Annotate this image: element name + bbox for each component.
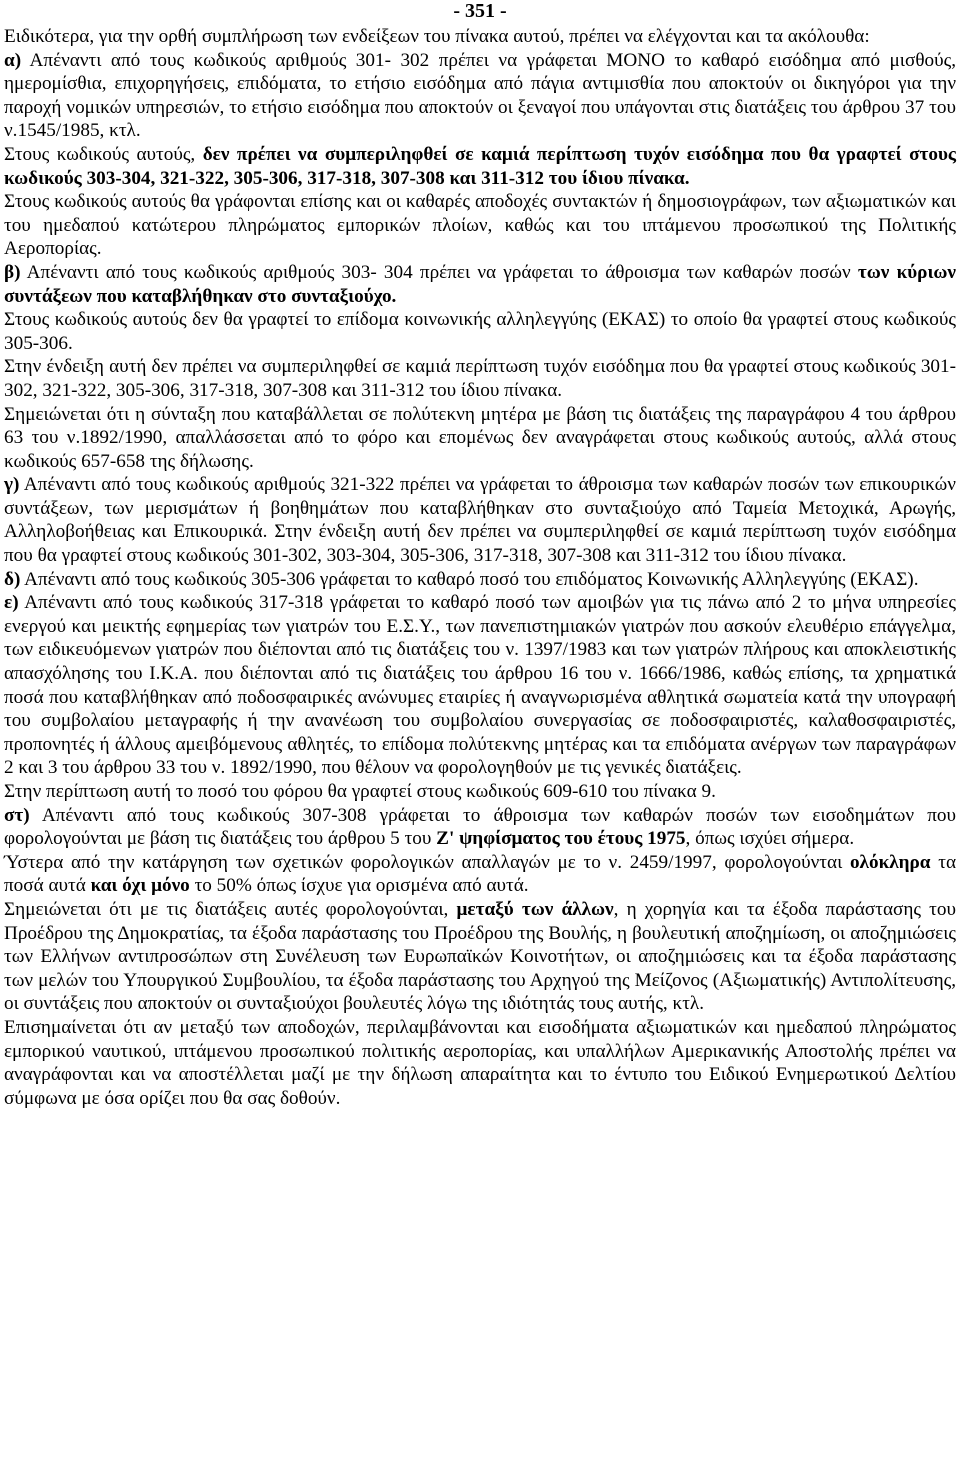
bold-text: γ) bbox=[4, 474, 20, 496]
text-run: Απέναντι από τους κωδικούς αριθμούς 301- 302 πρέπει να γράφεται ΜΟΝΟ το καθαρό εισόδημα από μισθούς, ημερομίσθια, επιχορηγήσεις, επιδόματα, το ετήσιο εισόδημα από πάγια αντιμισθία που αποκτούν οι δικηγόροι για την παροχή νομικών υπηρεσιών, το ετήσιο εισόδημα που αποκτούν οι ξεναγοί που υπάγονται στις διατάξεις του άρθρου 37 του ν.1545/1985, κτλ. bbox=[4, 49, 956, 142]
bold-text: β) bbox=[4, 261, 21, 283]
text-run: Απέναντι από τους κωδικούς 307-308 γράφεται το άθροισμα των καθαρών ποσών των εισοδημάτων που φορολογούνται με βάση τις διατάξεις του άρθρου 5 του bbox=[4, 804, 956, 850]
text-run: Απέναντι από τους κωδικούς αριθμούς 321-322 πρέπει να γράφεται το άθροισμα των καθαρών ποσών των επικουρικών συντάξεων, των μερισμάτων ή βοηθημάτων που καταβλήθηκαν στο συνταξιούχο από Ταμεία Μετοχικά, Αρωγής, Αλληλοβοήθειας και Επικουρικά. Στην ένδειξη αυτή δεν πρέπει να συμπεριληφθεί σε καμιά περίπτωση τυχόν εισόδημα που θα γραφτεί στους κωδικούς 301-302, 303-304, 305-306, 317-318, 307-308 και 311-312 του ίδιου πίνακα. bbox=[4, 474, 956, 567]
text-run: Σημειώνεται ότι η σύνταξη που καταβάλλεται σε πολύτεκνη μητέρα με βάση τις διατάξεις της παραγράφου 4 του άρθρου 63 του ν.1892/1990, απαλλάσσεται από το φόρο και επομένως δεν αναγράφεται στους κωδικούς αυτούς, αλλά στους κωδικούς 657-658 της δήλωσης. bbox=[4, 403, 956, 472]
paragraph bbox=[4, 308, 956, 355]
bold-text: δ) bbox=[4, 568, 21, 590]
paragraph bbox=[4, 403, 956, 474]
bold-text: δεν πρέπει να συμπεριληφθεί σε καμιά περίπτωση τυχόν εισόδημα που θα γραφτεί στους κωδικούς 303-304, 321-322, 305-306, 317-318, 307-308 και 311-312 του ίδιου πίνακα. bbox=[4, 143, 957, 189]
text-run: Στους κωδικούς αυτούς θα γράφονται επίσης και οι καθαρές αποδοχές συντακτών ή δημοσιογράφων, των αξιωματικών και του ημεδαπού κατώτερου πληρώματος εμπορικών πλοίων, καθώς και του ιπτάμενου προσωπικού της Πολιτικής Αεροπορίας. bbox=[4, 191, 956, 260]
bold-text: στ) bbox=[4, 804, 30, 826]
text-run: τα ποσά αυτά bbox=[4, 851, 957, 897]
text-run: Απέναντι από τους κωδικούς αριθμούς 303- 304 πρέπει να γράφεται το άθροισμα των καθαρών ποσών bbox=[20, 261, 858, 283]
paragraph bbox=[4, 355, 956, 402]
text-run: , όπως ισχύει σήμερα. bbox=[685, 828, 855, 850]
paragraph bbox=[4, 568, 956, 592]
text-run: Στους κωδικούς αυτούς δεν θα γραφτεί το επίδομα κοινωνικής αλληλεγγύης (ΕΚΑΣ) το οποίο θα γραφτεί στους κωδικούς 305-306. bbox=[4, 309, 956, 354]
text-run: Απέναντι από τους κωδικούς 305-306 γράφεται το καθαρό ποσό του επιδόματος Κοινωνικής Αλληλεγγύης (ΕΚΑΣ). bbox=[20, 568, 919, 590]
bold-text: των κύριων συντάξεων που καταβλήθηκαν στο συνταξιούχο. bbox=[4, 261, 957, 307]
text-run: Ύστερα από την κατάργηση των σχετικών φορολογικών απαλλαγών με το ν. 2459/1997, φορολογούνται bbox=[4, 851, 850, 873]
paragraph bbox=[4, 804, 956, 851]
paragraph bbox=[4, 473, 956, 567]
text-run: Στην ένδειξη αυτή δεν πρέπει να συμπεριληφθεί σε καμιά περίπτωση τυχόν εισόδημα που θα γραφτεί στους κωδικούς 301-302, 321-322, 305-306, 317-318, 307-308 και 311-312 του ίδιου πίνακα. bbox=[4, 356, 956, 401]
text-run: Σημειώνεται ότι με τις διατάξεις αυτές φορολογούνται, bbox=[4, 898, 457, 920]
paragraph bbox=[4, 851, 956, 898]
paragraph bbox=[4, 143, 956, 190]
bold-text: ολόκληρα bbox=[849, 851, 931, 873]
paragraph bbox=[4, 780, 956, 804]
page-number: - 351 - bbox=[453, 0, 507, 22]
text-run: Στην περίπτωση αυτή το ποσό του φόρου θα γραφτεί στους κωδικούς 609-610 του πίνακα 9. bbox=[4, 781, 716, 802]
text-run: , η χορηγία και τα έξοδα παράστασης του Προέδρου της Δημοκρατίας, τα έξοδα παράστασης του Προέδρου της Βουλής, η βουλευτική αποζημίωση, οι αποζημιώσεις των Ελλήνων αντιπροσώπων στη Συνέλευση των Ευρωπαϊκών Κοινοτήτων, οι αποζημιώσεις και τα έξοδα παράστασης των μελών του Υπουργικού Συμβουλίου, τα έξοδα παράστασης του Αρχηγού της Μείζονος (Αξιωματικής) Αντιπολίτευσης, οι συντάξεις που αποκτούν οι συνταξιούχοι βουλευτές λόγω της ιδιότητάς τους αυτής, κτλ. bbox=[4, 898, 956, 1015]
paragraph bbox=[4, 898, 956, 1016]
paragraph bbox=[4, 49, 956, 143]
document-page bbox=[4, 0, 956, 1110]
bold-text: ε) bbox=[4, 592, 19, 614]
paragraph bbox=[4, 261, 956, 308]
bold-text: Ζ' ψηφίσματος του έτους 1975 bbox=[436, 828, 686, 850]
document-body bbox=[4, 25, 956, 1110]
text-run: Επισημαίνεται ότι αν μεταξύ των αποδοχών, περιλαμβάνονται και εισοδήματα αξιωματικών και ημεδαπού πληρώματος εμπορικού ναυτικού, ιπτάμενου προσωπικού πολιτικής αεροπορίας, και υπαλλήλων Αμερικανικής Αποστολής πρέπει να αναγράφονται και να αποστέλλεται μαζί με την δήλωση απαραίτητα και το έντυπο του Ειδικού Ενημερωτικού Δελτίου σύμφωνα με όσα ορίζει που θα σας δοθούν. bbox=[4, 1016, 956, 1109]
paragraph bbox=[4, 591, 956, 780]
paragraph bbox=[4, 190, 956, 261]
bold-text: μεταξύ των άλλων bbox=[456, 898, 614, 920]
text-run: Στους κωδικούς αυτούς, bbox=[4, 143, 203, 165]
bold-text: και όχι μόνο bbox=[90, 875, 190, 897]
bold-text: α) bbox=[4, 49, 22, 71]
paragraph bbox=[4, 25, 956, 49]
text-run: Απέναντι από τους κωδικούς 317-318 γράφεται το καθαρό ποσό των αμοιβών για τις πάνω από 2 το μήνα υπηρεσίες ενεργού και μεικτής εφημερίας των γιατρών του Ε.Σ.Υ., των πανεπιστημιακών γιατρών που ασκούν ελευθέριο επάγγελμα, των ειδικευόμενων γιατρών που διέπονται από τις διατάξεις του ν. 1397/1983 και των γιατρών πλήρους και αποκλειστικής απασχόλησης του Ι.Κ.Α. που διέπονται από τις διατάξεις του άρθρου 16 του ν. 1666/1986, καθώς επίσης, τα χρηματικά ποσά που καταβλήθηκαν από ποδοσφαιρικές ανώνυμες εταιρίες ή αναγνωρισμένα αθλητικά σωματεία κατά την υπογραφή του συμβολαίου μεταγραφής ή την ανανέωση του συμβολαίου συνεργασίας σε ποδοσφαιριστές, καλαθοσφαιριστές, προπονητές ή άλλους αμειβόμενους αθλητές, το επίδομα πολύτεκνης μητέρας και τα επιδόματα ανέργων των παραγράφων 2 και 3 του άρθρου 33 του ν. 1892/1990, που θέλουν να φορολογηθούν με τις γενικές διατάξεις. bbox=[4, 592, 956, 779]
text-run: το 50% όπως ίσχυε για ορισμένα από αυτά. bbox=[189, 875, 529, 897]
paragraph bbox=[4, 1016, 956, 1110]
text-run: Ειδικότερα, για την ορθή συμπλήρωση των ενδείξεων του πίνακα αυτού, πρέπει να ελέγχονται και τα ακόλουθα: bbox=[4, 26, 870, 47]
